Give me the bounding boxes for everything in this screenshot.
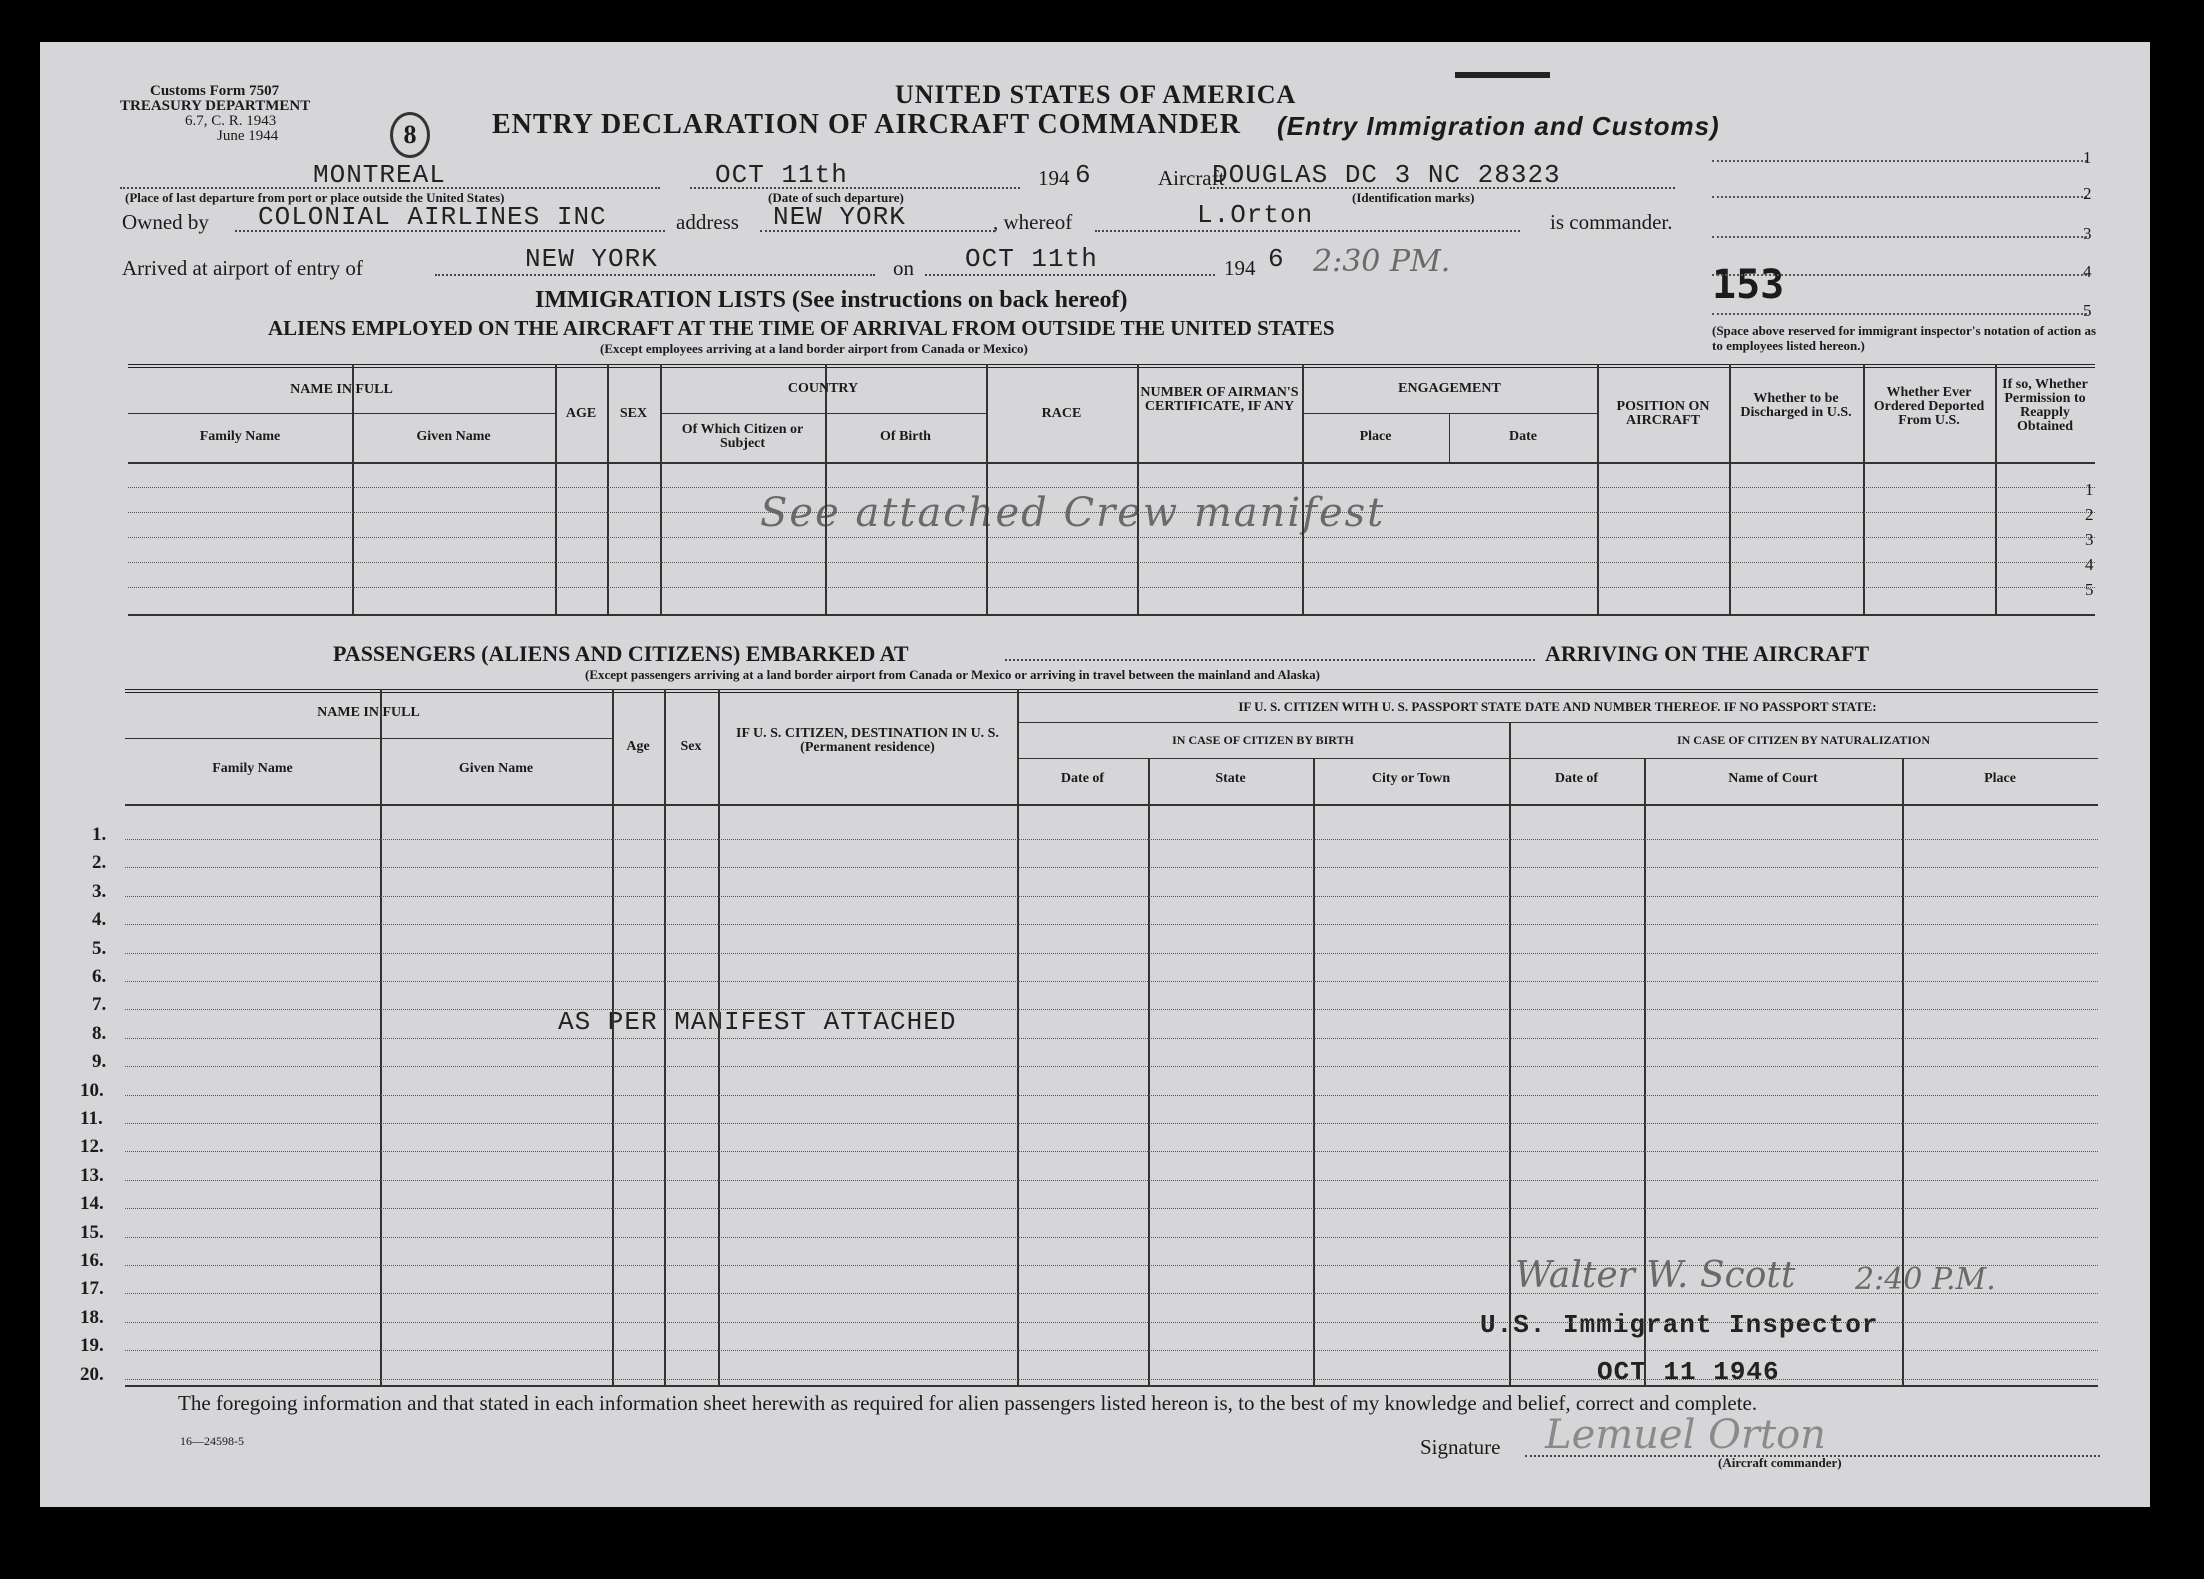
whereof-label: , whereof [993, 210, 1073, 234]
regulation: 6.7, C. R. 1943 [185, 113, 277, 129]
table-row [125, 1208, 2098, 1209]
subheader-rule [1017, 722, 2098, 723]
passengers-heading-left: PASSENGERS (ALIENS AND CITIZENS) EMBARKED AT [333, 641, 909, 666]
form-code: 16—24598-5 [180, 1434, 244, 1448]
inspector-signature: Walter W. Scott [1515, 1255, 1796, 1296]
header-destination: IF U. S. CITIZEN, DESTINATION IN U. S. (Permanent residence) [736, 726, 999, 755]
header-country: COUNTRY [787, 381, 859, 396]
header-age: Age [626, 739, 650, 754]
table-row [128, 562, 2095, 563]
header-by-naturalization: IN CASE OF CITIZEN BY NATURALIZATION [1676, 733, 1931, 747]
header-age: AGE [565, 406, 597, 421]
commander-suffix: is commander. [1550, 210, 1673, 234]
row-number: 8. [92, 1023, 107, 1044]
subheader-rule [1017, 758, 2098, 759]
table-row [125, 1237, 2098, 1238]
row-number: 4. [92, 909, 107, 930]
column-line [986, 364, 988, 614]
header-position: POSITION ON AIRCRAFT [1616, 399, 1710, 428]
signature-caption: (Aircraft commander) [1718, 1455, 1842, 1470]
aircraft-id: DOUGLAS DC 3 NC 28323 [1212, 160, 1561, 190]
notation-line [1712, 274, 2087, 276]
form-title: ENTRY DECLARATION OF AIRCRAFT COMMANDER [492, 109, 1241, 140]
inspector-note: (Space above reserved for immigrant inspector's notation of action as to employees listed hereon.) [1712, 323, 2097, 353]
table-row [125, 1293, 2098, 1294]
header-family-name: Family Name [212, 761, 293, 776]
commander-value: L.Orton [1197, 200, 1314, 230]
notation-line [1712, 313, 2087, 315]
column-line [612, 689, 614, 1385]
table-row [125, 953, 2098, 954]
header-city: City or Town [1371, 771, 1451, 786]
immigration-except-note: (Except employees arriving at a land border airport from Canada or Mexico) [600, 341, 1028, 356]
header-airman-certificate: NUMBER OF AIRMAN'S CERTIFICATE, IF ANY [1140, 385, 1299, 414]
table-row [128, 487, 2095, 488]
row-number: 15. [80, 1222, 104, 1243]
table-row [125, 1350, 2098, 1351]
header-sex: SEX [619, 406, 648, 421]
table-row [125, 924, 2098, 925]
passengers-except-note: (Except passengers arriving at a land border airport from Canada or Mexico or arriving in travel between the mainland and Alaska) [585, 667, 1320, 682]
column-line [555, 364, 557, 614]
departure-place: MONTREAL [313, 160, 446, 190]
table-row [125, 1379, 2098, 1380]
column-line [1509, 758, 1511, 1385]
table-row [125, 1151, 2098, 1152]
column-line [1017, 689, 1019, 1385]
header-engagement: ENGAGEMENT [1398, 381, 1501, 396]
owner-value: COLONIAL AIRLINES INC [258, 202, 607, 232]
table-row [125, 981, 2098, 982]
arrival-year-prefix: 194 [1224, 256, 1256, 280]
table-row [125, 1123, 2098, 1124]
header-naturalization-date: Date of [1554, 771, 1599, 786]
row-number: 20. [80, 1364, 104, 1385]
column-line [825, 364, 827, 614]
circled-mark: 8 [390, 112, 430, 158]
notation-line [1712, 160, 2087, 162]
column-line [664, 689, 666, 1385]
subheader-rule [125, 738, 612, 739]
notation-line-number: 1 [2083, 148, 2092, 167]
arrival-time-handwritten: 2:30 PM. [1313, 244, 1451, 279]
table-bottom-rule [128, 614, 2095, 616]
header-place: Place [1984, 771, 2016, 786]
row-number: 5 [2085, 580, 2094, 599]
header-passport: IF U. S. CITIZEN WITH U. S. PASSPORT STATE DATE AND NUMBER THEREOF. IF NO PASSPORT STATE: [1238, 699, 1877, 714]
notation-line-number: 2 [2083, 184, 2092, 203]
arrival-airport: NEW YORK [525, 244, 658, 274]
subheader-rule [660, 413, 986, 414]
country-title: UNITED STATES OF AMERICA [895, 80, 1297, 109]
certification-text: The foregoing information and that stated in each information sheet herewith as required for alien passengers listed hereon is, to the best of my knowledge and belief, correct and complete. [178, 1391, 1758, 1415]
column-line [660, 364, 662, 614]
row-number: 19. [80, 1335, 104, 1356]
immigration-heading: IMMIGRATION LISTS (See instructions on back hereof) [535, 287, 1128, 313]
header-engagement-place: Place [1359, 429, 1392, 444]
on-label: on [893, 256, 914, 280]
row-number: 9. [92, 1051, 107, 1072]
row-number: 3. [92, 881, 107, 902]
row-number: 6. [92, 966, 107, 987]
column-line [1644, 758, 1646, 1385]
row-number: 13. [80, 1165, 104, 1186]
table-row [125, 1265, 2098, 1266]
departure-date-caption: (Date of such departure) [768, 190, 904, 205]
manifest-note: AS PER MANIFEST ATTACHED [558, 1007, 957, 1037]
table-row [125, 1180, 2098, 1181]
commander-signature: Lemuel Orton [1545, 1412, 1826, 1458]
column-line [1902, 758, 1904, 1385]
row-number: 11. [80, 1108, 103, 1129]
header-birth-date: Date of [1060, 771, 1105, 786]
header-state: State [1215, 771, 1246, 786]
row-number: 4 [2085, 555, 2094, 574]
column-line [1302, 364, 1304, 614]
row-number: 5. [92, 938, 107, 959]
table-row [125, 1322, 2098, 1323]
header-race: RACE [1041, 406, 1082, 421]
row-number: 18. [80, 1307, 104, 1328]
table-top-rule [125, 689, 2098, 693]
table-row [125, 867, 2098, 868]
aircraft-label: Aircraft [1158, 166, 1225, 190]
row-number: 2. [92, 852, 107, 873]
header-name-in-full: NAME IN FULL [317, 705, 420, 720]
table-top-rule [128, 364, 2095, 368]
departure-year-prefix: 194 [1038, 166, 1070, 190]
column-line [1449, 413, 1450, 462]
row-number: 2 [2085, 505, 2094, 524]
subheader-rule [128, 413, 555, 414]
departure-place-caption: (Place of last departure from port or place outside the United States) [125, 190, 505, 205]
header-permission: If so, Whether Permission to Reapply Obtained [2002, 377, 2088, 434]
immigration-subheading: ALIENS EMPLOYED ON THE AIRCRAFT AT THE TIME OF ARRIVAL FROM OUTSIDE THE UNITED STATES [268, 316, 1335, 340]
inspector-number: 153 [1712, 262, 1785, 308]
inspector-time: 2:40 P.M. [1855, 1262, 1996, 1297]
header-name-in-full: NAME IN FULL [290, 382, 393, 397]
header-family-name: Family Name [199, 429, 281, 444]
arrival-date: OCT 11th [965, 244, 1098, 274]
inspector-title: U.S. Immigrant Inspector [1480, 1310, 1879, 1340]
header-given-name: Given Name [458, 761, 534, 776]
date-stamp: OCT 11 1946 [1597, 1357, 1780, 1387]
table-row [125, 896, 2098, 897]
form-number: Customs Form 7507 [150, 83, 280, 99]
column-line [1148, 758, 1150, 1385]
header-by-birth: IN CASE OF CITIZEN BY BIRTH [1172, 733, 1354, 747]
table-row [128, 537, 2095, 538]
owned-label: Owned by [122, 210, 209, 234]
notation-line-number: 5 [2083, 301, 2092, 320]
column-line [718, 689, 720, 1385]
table-row [125, 1009, 2098, 1010]
ink-mark [1455, 72, 1550, 78]
table-row [128, 512, 2095, 513]
row-number: 16. [80, 1250, 104, 1271]
column-line [607, 364, 609, 614]
address-value: NEW YORK [773, 202, 906, 232]
row-number: 7. [92, 994, 107, 1015]
table-row [125, 1066, 2098, 1067]
table-row [128, 587, 2095, 588]
header-citizen-of: Of Which Citizen or Subject [681, 422, 804, 451]
arrival-year-digit: 6 [1268, 244, 1285, 274]
header-sex: Sex [680, 739, 702, 754]
header-bottom-rule [128, 462, 2095, 464]
arrived-label: Arrived at airport of entry of [122, 256, 363, 280]
table-row [125, 1038, 2098, 1039]
table-row [125, 839, 2098, 840]
signature-label: Signature [1420, 1435, 1501, 1459]
departure-year-digit: 6 [1075, 160, 1092, 190]
row-number: 12. [80, 1136, 104, 1157]
column-line [1313, 758, 1315, 1385]
department: TREASURY DEPARTMENT [120, 98, 311, 114]
row-number: 1 [2085, 480, 2094, 499]
crew-manifest-note: See attached Crew manifest [760, 490, 1386, 536]
column-line [352, 364, 354, 614]
header-bottom-rule [125, 804, 2098, 806]
row-number: 1. [92, 824, 107, 845]
row-number: 14. [80, 1193, 104, 1214]
header-deported: Whether Ever Ordered Deported From U.S. [1873, 385, 1985, 428]
header-court: Name of Court [1728, 771, 1818, 786]
header-engagement-date: Date [1509, 429, 1537, 444]
row-number: 10. [80, 1080, 104, 1101]
row-number: 17. [80, 1278, 104, 1299]
notation-line [1712, 236, 2087, 238]
notation-line [1712, 196, 2087, 198]
row-number: 3 [2085, 530, 2094, 549]
departure-date: OCT 11th [715, 160, 848, 190]
aircraft-id-caption: (Identification marks) [1352, 190, 1475, 205]
form-subtitle: (Entry Immigration and Customs) [1277, 111, 1720, 141]
address-label: address [676, 210, 739, 234]
header-of-birth: Of Birth [880, 429, 931, 444]
header-given-name: Given Name [416, 429, 491, 444]
notation-line-number: 4 [2083, 262, 2092, 281]
column-line [380, 689, 382, 1385]
table-row [125, 1095, 2098, 1096]
passengers-heading-right: ARRIVING ON THE AIRCRAFT [1545, 641, 1870, 666]
header-discharged: Whether to be Discharged in U.S. [1740, 391, 1852, 420]
notation-line-number: 3 [2083, 224, 2092, 243]
table-bottom-rule [125, 1385, 2098, 1387]
form-date: June 1944 [217, 128, 279, 144]
